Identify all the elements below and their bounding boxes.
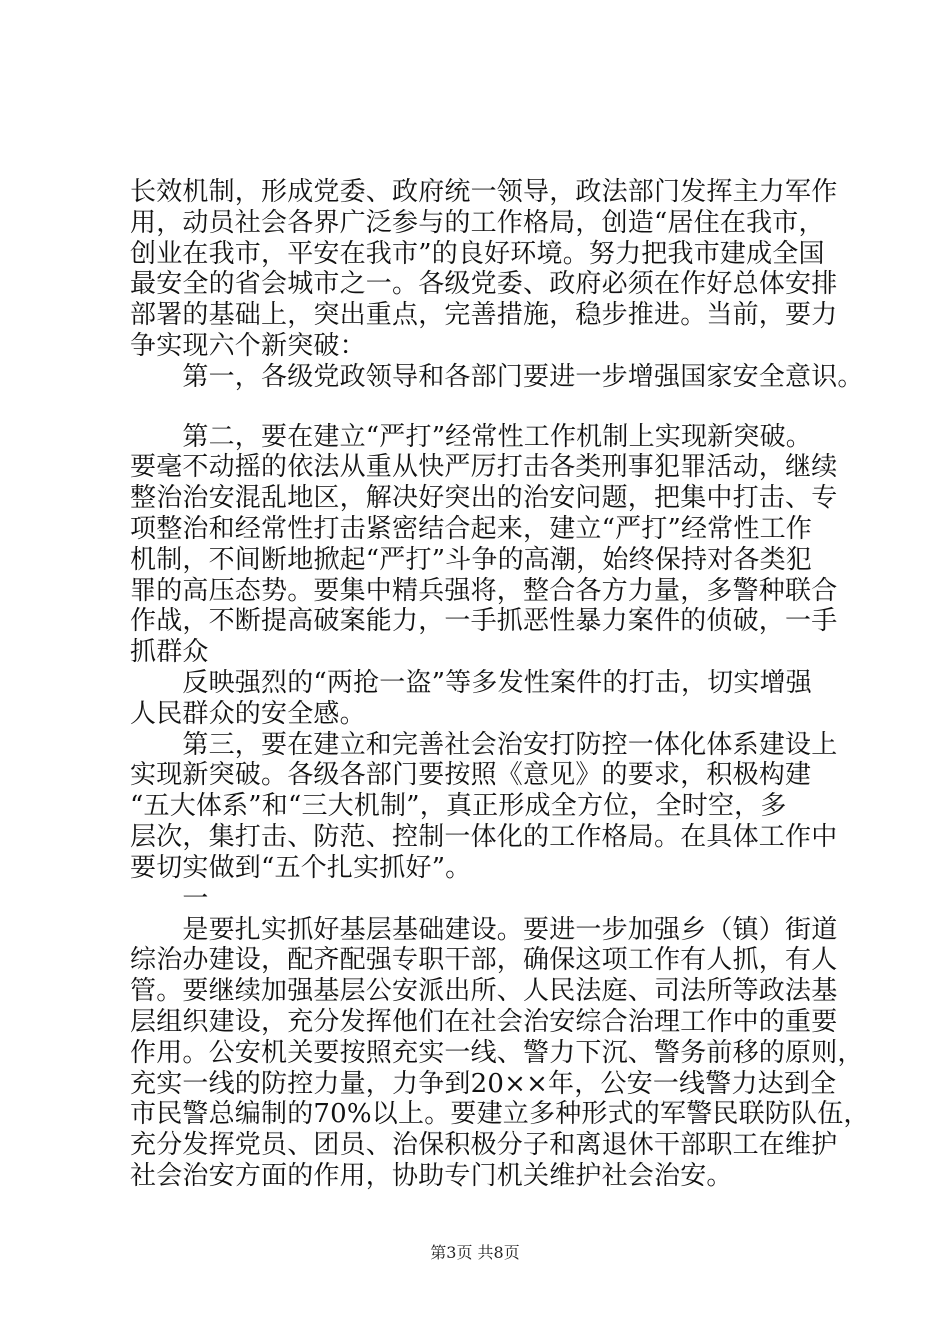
text-line: 反映强烈的“两抢一盗”等多发性案件的打击，切实增强: [130, 668, 812, 698]
page-number-footer: 第3页 共8页: [430, 1243, 520, 1262]
paragraph-second: 第二，要在建立“严打”经常性工作机制上实现新突破。: [130, 422, 812, 452]
text-line: 要毫不动摇的依法从重从快严厉打击各类刑事犯罪活动，继续: [130, 452, 838, 482]
text-line: 要切实做到“五个扎实抓好”。: [130, 853, 472, 883]
text-line: 整治治安混乱地区，解决好突出的治安问题，把集中打击、专: [130, 483, 838, 513]
text-line: 抓群众: [130, 637, 209, 667]
text-line: 社会治安方面的作用，协助专门机关维护社会治安。: [130, 1161, 733, 1191]
text-line: 充实一线的防控力量，力争到20××年，公安一线警力达到全: [130, 1069, 837, 1099]
text-line: 实现新突破。各级各部门要按照《意见》的要求，积极构建: [130, 760, 812, 790]
paragraph-first: 第一，各级党政领导和各部门要进一步增强国家安全意识。: [130, 362, 864, 392]
text-line: 长效机制，形成党委、政府统一领导，政法部门发挥主力军作: [130, 177, 838, 207]
text-line: 争实现六个新突破：: [130, 331, 366, 361]
paragraph-third: 第三，要在建立和完善社会治安打防控一体化体系建设上: [130, 730, 838, 760]
paragraph-fourth: 是要扎实抓好基层基础建设。要进一步加强乡（镇）街道: [130, 915, 838, 945]
text-line: 作用。公安机关要按照充实一线、警力下沉、警务前移的原则，: [130, 1038, 864, 1068]
text-line: 层组织建设，充分发挥他们在社会治安综合治理工作中的重要: [130, 1007, 838, 1037]
text-line: 综治办建设，配齐配强专职干部，确保这项工作有人抓，有人: [130, 945, 838, 975]
text-line: 创业在我市，平安在我市”的良好环境。努力把我市建成全国: [130, 239, 825, 269]
text-line: 一: [130, 884, 209, 914]
text-line: 最安全的省会城市之一。各级党委、政府必须在作好总体安排: [130, 269, 838, 299]
text-line: 机制，不间断地掀起“严打”斗争的高潮，始终保持对各类犯: [130, 545, 812, 575]
text-line: 用，动员社会各界广泛参与的工作格局，创造“居住在我市，: [130, 208, 825, 238]
text-line: 罪的高压态势。要集中精兵强将，整合各方力量，多警种联合: [130, 576, 838, 606]
text-line: 管。要继续加强基层公安派出所、人民法庭、司法所等政法基: [130, 976, 838, 1006]
text-line: 部署的基础上，突出重点，完善措施，稳步推进。当前，要力: [130, 300, 838, 330]
text-line: 人民群众的安全感。: [130, 699, 366, 729]
text-line: 项整治和经常性打击紧密结合起来，建立“严打”经常性工作: [130, 514, 812, 544]
text-line: 市民警总编制的70%以上。要建立多种形式的军警民联防队伍，: [130, 1099, 870, 1129]
text-line: 作战，不断提高破案能力，一手抓恶性暴力案件的侦破，一手: [130, 606, 838, 636]
text-line: “五大体系”和“三大机制”，真正形成全方位，全时空，多: [130, 791, 787, 821]
text-line: 充分发挥党员、团员、治保积极分子和离退休干部职工在维护: [130, 1130, 838, 1160]
text-line: 层次，集打击、防范、控制一体化的工作格局。在具体工作中: [130, 822, 838, 852]
